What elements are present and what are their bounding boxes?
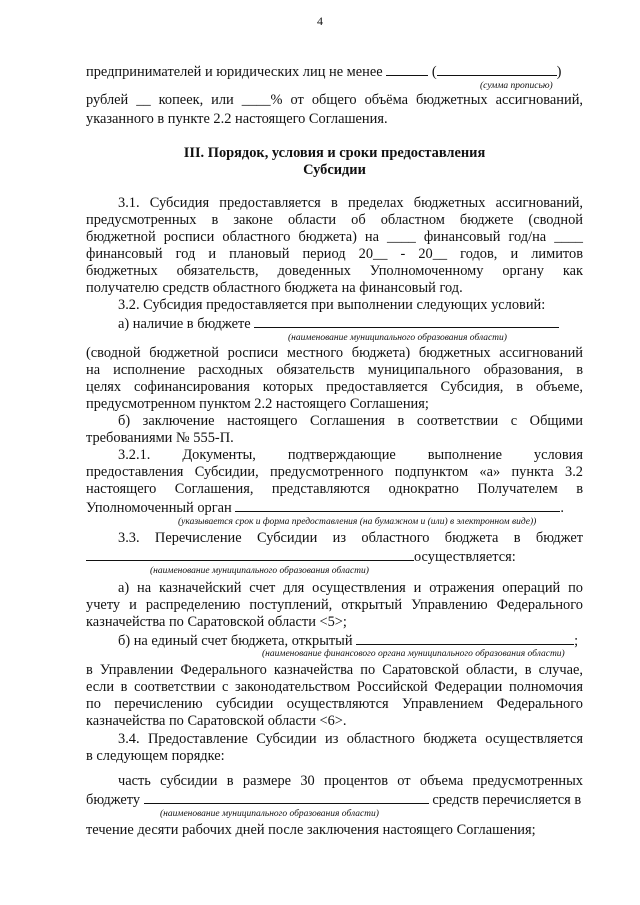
sub-municipality-1: (наименование муниципального образования области) (288, 333, 507, 343)
p321-line3: настоящего Соглашения, представляются однократно Получателем в (86, 481, 583, 497)
p33-line3: а) на казначейский счет для осуществления и отражения операций по (118, 580, 583, 596)
p33-line9: по перечислению субсидии осуществляются Управлением Федерального (86, 696, 583, 712)
p31-line6: получателю средств областного бюджета на финансовый год. (86, 280, 463, 296)
p34-line5: течение десяти рабочих дней после заключения настоящего Соглашения; (86, 822, 536, 838)
p321-line4-text: Уполномоченный орган (86, 500, 232, 516)
line-p1-1 (86, 62, 583, 81)
page-number: 4 (317, 14, 323, 28)
p33-line7: в Управлении Федерального казначейства по Саратовской области, в случае, (86, 662, 583, 678)
blank-deadline-form (235, 498, 560, 512)
sub-deadline-form: (указывается срок и форма предоставления (на бумажном и (или) в электронном виде)) (178, 517, 537, 527)
p34-line4 (86, 790, 583, 809)
p33-line10: казначейства по Саратовской области <6>. (86, 713, 347, 729)
p31-line1: 3.1. Субсидия предоставляется в пределах бюджетных ассигнований, (118, 195, 583, 211)
p31-line5: бюджетных обязательств, доведенных Уполномоченному органу как (86, 263, 583, 279)
p32-line7: б) заключение настоящего Соглашения в соответствии с Общими (118, 413, 583, 429)
p33-line1: 3.3. Перечисление Субсидии из областного бюджета в бюджет (118, 530, 583, 546)
sub-financial-body: (наименование финансового органа муниципального образования области) (262, 649, 565, 659)
p33-line6-text: б) на единый счет бюджета, открытый (118, 633, 353, 649)
p1-line1-text: предпринимателей и юридических лиц не менее (86, 64, 383, 80)
p321-line2: предоставления Субсидии, предусмотренного подпунктом «а» пункта 3.2 (86, 464, 583, 480)
blank-amount-words (437, 62, 557, 76)
p31-line3: бюджетной росписи областного бюджета) на ____ финансовый год/на ____ (86, 229, 583, 245)
p33-line8: если в соответствии с законодательством Российской Федерации полномочия (86, 679, 583, 695)
p34-line2: в следующем порядке: (86, 748, 225, 764)
p32-line2 (118, 314, 583, 333)
p33-line4: учету и распределению поступлений, открытый Управлению Федерального (86, 597, 583, 613)
p1-open-paren: ( (431, 64, 437, 80)
p32-line6: предусмотренном пунктом 2.2 настоящего Соглашения; (86, 396, 429, 412)
line-p1-3: указанного в пункте 2.2 настоящего Соглашения. (86, 111, 388, 127)
blank-amount (386, 62, 428, 76)
p32-line2-text: а) наличие в бюджете (118, 316, 251, 332)
sub-municipality-3: (наименование муниципального образования области) (160, 809, 379, 819)
p32-line3: (сводной бюджетной росписи местного бюджета) бюджетных ассигнований (86, 345, 583, 361)
p34-line4-start: бюджету (86, 792, 141, 808)
blank-financial-body (356, 631, 574, 645)
blank-municipality-3 (144, 790, 429, 804)
p321-line4 (86, 498, 583, 517)
p31-line2: предусмотренных в законе области об областном бюджете (сводной (86, 212, 583, 228)
p33-line6-end: ; (574, 633, 579, 649)
p32-line4: на исполнение расходных обязательств муниципального образования, в (86, 362, 583, 378)
p32-line5: целях софинансирования которых предоставляется Субсидия, в объеме, (86, 379, 583, 395)
p32-line1: 3.2. Субсидия предоставляется при выполнении следующих условий: (118, 297, 546, 313)
p33-line2 (86, 547, 583, 566)
section-title-line1: III. Порядок, условия и сроки предоставления (183, 145, 486, 161)
p34-line3: часть субсидии в размере 30 процентов от объема предусмотренных (118, 773, 583, 789)
blank-municipality-1 (254, 314, 559, 328)
line-p1-2: рублей __ копеек, или ____% от общего объёма бюджетных ассигнований, (86, 92, 583, 108)
p31-line4: финансовый год и плановый период 20__ - 20__ годов, и лимитов (86, 246, 583, 262)
sub-sum-words: (сумма прописью) (480, 81, 553, 91)
blank-municipality-2 (86, 547, 414, 561)
sub-municipality-2: (наименование муниципального образования области) (150, 566, 369, 576)
p32-line8: требованиями № 555-П. (86, 430, 234, 446)
section-title-line2: Субсидии (303, 162, 366, 178)
p1-close-paren: ) (556, 64, 562, 80)
p33-line5: казначейства по Саратовской области <5>; (86, 614, 347, 630)
p34-line1: 3.4. Предоставление Субсидии из областного бюджета осуществляется (118, 731, 583, 747)
p34-line4-end: средств перечисляется в (432, 792, 582, 808)
p33-line2-end: осуществляется: (414, 549, 516, 565)
p321-line4-end: . (560, 500, 564, 516)
p321-line1: 3.2.1. Документы, подтверждающие выполнение условия (118, 447, 583, 463)
p33-line6 (118, 631, 583, 650)
